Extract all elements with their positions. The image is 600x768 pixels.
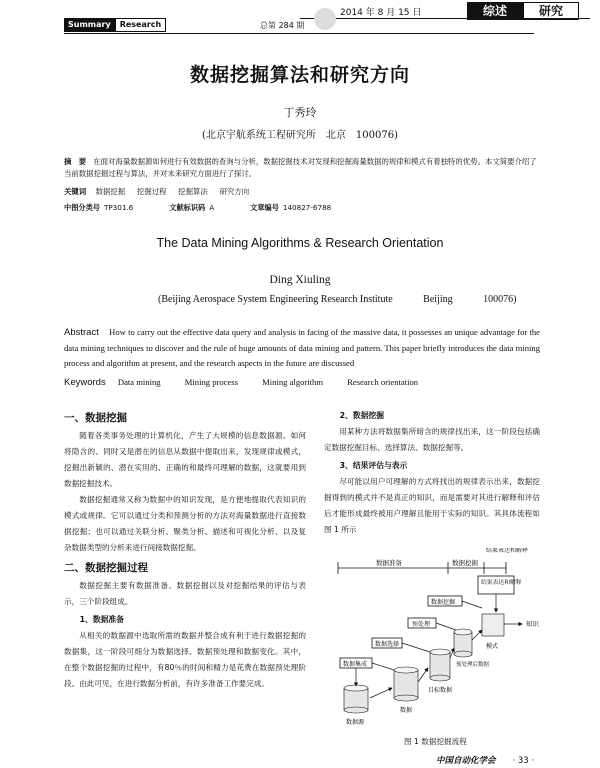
box-result-label: 结果表达和解释 (481, 580, 522, 586)
affiliation-en-city: Beijing (423, 294, 453, 305)
subsection-heading-1: 1、数据准备 (79, 615, 125, 624)
affiliation-en (158, 294, 544, 305)
keyword-en-3: Mining algorithm (262, 377, 324, 387)
header-rule (64, 33, 534, 34)
abstract-zh (64, 156, 540, 180)
tag-research: Research (115, 18, 167, 32)
header-divider (300, 18, 590, 19)
figure-data-mining-flow (336, 548, 568, 736)
article-number-value: 140827-6788 (282, 203, 332, 212)
footer-journal: 中国自动化学会 (436, 756, 496, 766)
issue-number: 总第 284 期 (260, 21, 305, 30)
stage-label-prep: 数据准备 (376, 559, 402, 567)
paragraph: 用某种方法将数据集所暗含的规律找出来，这一阶段包括确定数据挖掘目标、选择算法、数据挖掘等。 (324, 427, 540, 452)
abstract-zh-label: 摘 要 (64, 157, 87, 166)
decorative-circle (314, 8, 336, 30)
keywords-zh (64, 186, 540, 198)
abstract-en-label: Abstract (64, 327, 99, 338)
badge-primary: 综述 (467, 2, 523, 20)
footer-page-number: · 33 · (512, 756, 535, 766)
label-target: 目标数据 (428, 687, 453, 694)
cylinder-data (394, 667, 418, 701)
subsection-heading-2: 2、数据挖掘 (339, 411, 385, 420)
stage-label-result: 结果表达和解释 (486, 548, 529, 554)
keywords-en-label: Keywords (64, 377, 106, 388)
keyword-zh-2: 挖掘过程 (136, 187, 167, 196)
body-left-column (64, 406, 306, 692)
section-tag (64, 18, 166, 32)
subsection-heading-3: 3、结果评估与表示 (339, 461, 408, 470)
author-en: Ding Xiuling (269, 274, 331, 286)
section-heading-2: 二、数据挖掘过程 (64, 562, 148, 574)
keyword-zh-4: 研究方向 (219, 187, 250, 196)
paper-title-en: The Data Mining Algorithms & Research Orientation (156, 236, 444, 250)
paper-title-zh: 数据挖掘算法和研究方向 (189, 64, 410, 86)
stage-label-mining: 数据挖掘 (452, 559, 478, 567)
label-knowledge: 知识 (526, 620, 539, 628)
paragraph: 尽可能以用户可理解的方式将找出的规律表示出来，数据挖掘得到的模式并不是真正的知识，而是需要对其进行解释和评估后才能形成最终被用户理解且能用于实际的知识。其具体流程如图 1 所示 (324, 477, 540, 534)
figure-caption: 图 1 数据挖掘流程 (404, 737, 467, 746)
abstract-en-text: How to carry out the effective data query and analysis in facing of the massive data, it possesses an unique advantage for the data mining techniques to discover and the rule of huge amounts of data mining and pattern. This paper briefly introduces the data mining process and algorithm at present, and the research aspects in the future are discussed (64, 327, 540, 368)
keyword-en-2: Mining process (184, 377, 238, 387)
tag-summary: Summary (64, 18, 115, 32)
keyword-en-1: Data mining (117, 377, 161, 387)
keyword-zh-1: 数据挖掘 (95, 187, 126, 196)
flow-diagram (336, 548, 568, 736)
article-number-label: 文章编号 (250, 203, 279, 212)
abstract-zh-text: 在面对海量数据源如何进行有效数据的查询与分析，数据挖掘技术对发现和挖掘海量数据的规律和模式有着独特的优势。本文简要介绍了当前数据挖掘过程与算法，并对未来研究方面进行了探讨。 (64, 157, 537, 178)
label-pattern: 模式 (486, 643, 499, 650)
issue-date: 2014 年 8 月 15 日 (340, 8, 422, 18)
paragraph: 从相关的数据源中选取所需的数据并整合成有利于进行数据挖掘的数据集，这一阶段可细分为数据选择、数据预处理和数据变化。其中，在整个数据挖掘的过程中，有80％的时间和精力是花费在数据预处理阶段。由此可见，在进行数据分析前，有许多准备工作要完成。 (64, 631, 306, 688)
page-header (0, 0, 600, 40)
clc-value: TP301.6 (103, 203, 134, 212)
affiliation-en-org: (Beijing Aerospace System Engineering Research Institute (158, 294, 393, 305)
doc-code-value: A (209, 203, 215, 212)
classification-meta (64, 203, 335, 213)
cylinder-target (430, 649, 450, 681)
body-right-column (324, 406, 540, 538)
affiliation-en-zip: 100076) (483, 294, 517, 305)
section-heading-1: 一、数据挖掘 (64, 412, 127, 424)
paragraph: 数据挖掘主要有数据准备、数据挖掘以及对挖掘结果的评估与表示，三个阶段组成。 (64, 581, 306, 606)
label-preprocessed: 预处理后数据 (456, 662, 490, 668)
doc-code-label: 文献标识码 (169, 203, 206, 212)
page-footer (436, 754, 534, 766)
keyword-zh-3: 挖掘算法 (178, 187, 208, 196)
cylinder-preprocessed (454, 629, 472, 657)
cylinder-datasource (344, 685, 368, 713)
paragraph: 数据挖掘通常又称为数据中的知识发现，是方便地提取代表知识的模式或规律。它可以通过分类和预测分析的方法对海量数据进行直接数据挖掘；也可以通过关联分析、聚类分析、描述和可视化分析、以及复杂数据类型的分析来进行间接数据挖掘。 (64, 495, 306, 552)
box-integrate-label: 数据集成 (343, 661, 368, 668)
keyword-en-4: Research orientation (347, 377, 419, 387)
box-mining-label: 数据挖掘 (431, 599, 456, 606)
label-datasource: 数据源 (346, 719, 365, 726)
label-data: 数据 (400, 707, 413, 714)
author-zh: 丁秀玲 (283, 106, 317, 119)
badge-secondary: 研究 (523, 2, 579, 20)
box-preprocess-label: 预处理 (412, 621, 431, 628)
affiliation-zh: (北京宇航系统工程研究所 北京 100076) (202, 130, 398, 141)
box-select-label: 数据选择 (375, 641, 400, 648)
paragraph: 随着各类事务处理的计算机化，产生了大规模的信息数据源。如何将隐含的、同时又是潜在的信息从数据中提取出来，发现规律或模式，挖掘出新颖的、潜在实用的、正确的和最终可理解的数据，这就要用到数据挖掘技术。 (64, 431, 306, 488)
keywords-zh-label: 关键词 (64, 187, 87, 196)
keywords-en (64, 377, 440, 388)
abstract-en (64, 325, 540, 372)
clc-label: 中图分类号 (64, 203, 100, 212)
pattern-shape (482, 614, 504, 636)
